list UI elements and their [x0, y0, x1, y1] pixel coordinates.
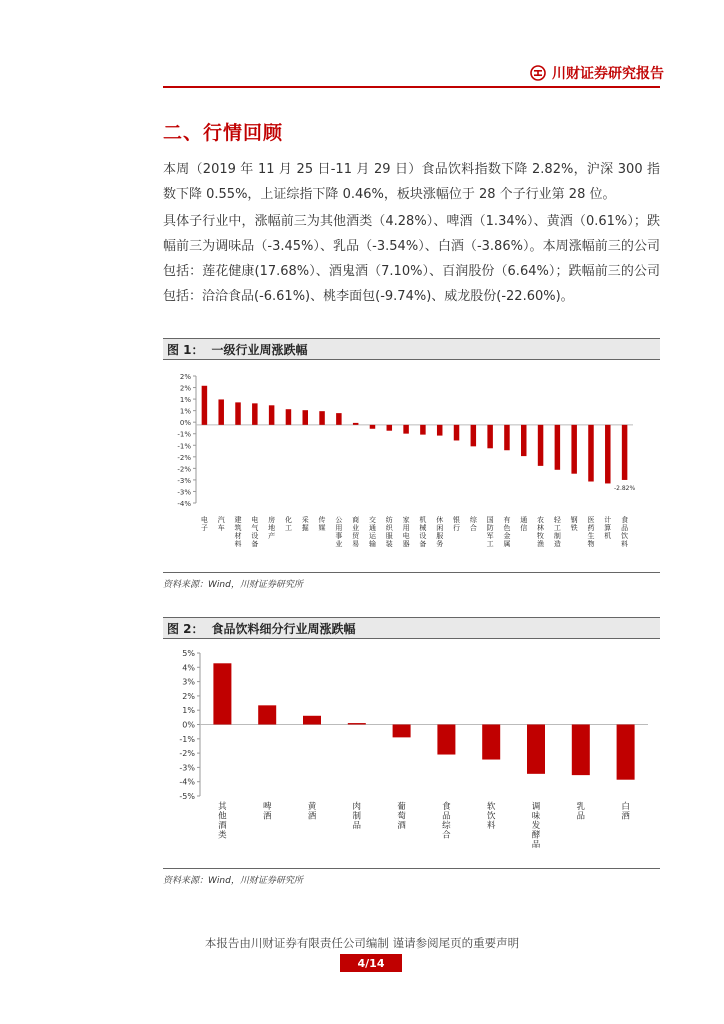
y-tick-label: -3% — [177, 476, 191, 485]
bar — [521, 425, 527, 456]
bar — [403, 425, 409, 434]
bar — [319, 411, 325, 425]
y-tick-label: -1% — [177, 442, 191, 451]
bar — [571, 425, 577, 474]
figure1-chart — [163, 366, 660, 571]
bar — [387, 425, 393, 431]
category-label: 机械设备 — [419, 516, 427, 548]
y-tick-label: -2% — [177, 465, 191, 474]
figure2-label: 图 2： — [167, 621, 204, 636]
bar — [437, 725, 455, 755]
figure2-title: 食品饮料细分行业周涨跌幅 — [211, 621, 356, 636]
category-label: 其他酒类 — [218, 802, 227, 841]
bar — [527, 725, 545, 774]
bar — [437, 425, 443, 436]
y-tick-label: 1% — [179, 396, 191, 405]
footer-disclaimer: 本报告由川财证券有限责任公司编制 谨请参阅尾页的重要声明 — [204, 936, 520, 950]
figure1-bottom-rule — [163, 572, 660, 573]
figure1-header — [163, 338, 660, 360]
y-tick-label: -4% — [177, 500, 191, 508]
data-label: -2.82% — [613, 484, 636, 492]
category-label: 公用事业 — [335, 516, 343, 548]
y-tick-label: -3% — [177, 488, 191, 497]
category-label: 电子 — [200, 516, 208, 532]
category-label: 食品综合 — [442, 802, 451, 841]
figure2-header — [163, 617, 660, 639]
bar — [269, 405, 275, 425]
category-label: 农林牧渔 — [537, 516, 545, 548]
y-tick-label: 5% — [182, 649, 195, 658]
section-title: 二、行情回顾 — [163, 122, 284, 144]
bar — [622, 425, 628, 480]
category-label: 商业贸易 — [352, 516, 360, 548]
bar — [303, 716, 321, 725]
category-label: 采掘 — [301, 516, 309, 532]
bar — [235, 402, 241, 424]
bar — [605, 425, 611, 484]
figure2-chart — [163, 643, 660, 867]
bar — [555, 425, 561, 470]
category-label: 食品饮料 — [621, 516, 629, 548]
y-tick-label: 2% — [179, 373, 191, 381]
category-label: 有色金属 — [503, 516, 511, 548]
category-label: 纺织服装 — [385, 516, 393, 548]
category-label: 葡萄酒 — [397, 802, 406, 831]
brand-logo-icon — [530, 65, 546, 81]
category-label: 黄酒 — [307, 802, 317, 822]
category-label: 软饮料 — [486, 802, 496, 831]
y-tick-label: 4% — [182, 663, 195, 673]
category-label: 房地产 — [268, 516, 276, 540]
y-tick-label: 0% — [179, 419, 191, 428]
category-label: 轻工制造 — [553, 516, 561, 548]
bar — [471, 425, 477, 446]
bar — [258, 705, 276, 724]
bar — [420, 425, 426, 435]
bar — [588, 425, 594, 482]
bar — [286, 409, 292, 425]
category-label: 银行 — [453, 516, 461, 532]
y-tick-label: -2% — [179, 749, 195, 759]
header-rule — [163, 86, 660, 88]
bar — [348, 723, 366, 724]
bar — [454, 425, 460, 441]
y-tick-label: -3% — [179, 763, 195, 773]
category-label: 休闲服务 — [436, 516, 444, 548]
figure2-source: 资料来源：Wind，川财证券研究所 — [163, 876, 303, 886]
y-tick-label: 2% — [182, 691, 195, 701]
y-tick-label: 1% — [182, 706, 195, 716]
bar — [393, 725, 411, 738]
page-number: 4/14 — [340, 954, 402, 972]
category-label: 白酒 — [621, 802, 630, 822]
bar — [487, 425, 493, 448]
category-label: 调味发酵品 — [531, 802, 541, 850]
y-tick-label: 0% — [182, 720, 195, 730]
bar — [218, 399, 224, 424]
figure1-source: 资料来源：Wind，川财证券研究所 — [163, 580, 303, 590]
category-label: 建筑材料 — [234, 516, 242, 548]
category-label: 乳品 — [576, 802, 586, 822]
brand-name: 川财证券研究报告 — [552, 66, 664, 82]
y-tick-label: 3% — [182, 677, 195, 687]
category-label: 综合 — [469, 516, 477, 532]
figure2-bottom-rule — [163, 868, 660, 869]
category-label: 家用电器 — [402, 516, 410, 548]
y-tick-label: 1% — [179, 407, 191, 416]
category-label: 计算机 — [604, 516, 612, 540]
bar — [213, 663, 231, 724]
category-label: 通信 — [520, 516, 528, 532]
bar — [482, 725, 500, 760]
category-label: 汽车 — [217, 516, 225, 532]
paragraph-detail: 具体子行业中，涨幅前三为其他酒类（4.28%）、啤酒（1.34%）、黄酒（0.61%）；跌幅前三为调味品（-3.45%）、乳品（-3.54%）、白酒（-3.86%）。本周涨幅前三的公司包括：莲花健康(17.68%）、酒鬼酒（7.10%）、百润股份（6.64%）；跌幅前三的公司包括：洽洽食品(-6.61%)、桃李面包(-9.74%)、威龙股份(-22.60%)。 — [163, 214, 660, 304]
category-label: 医药生物 — [587, 516, 595, 548]
bar — [504, 425, 510, 450]
y-tick-label: -5% — [179, 792, 195, 801]
category-label: 电气设备 — [251, 516, 259, 548]
bar — [252, 403, 257, 424]
paragraph-summary: 本周（2019 年 11 月 25 日-11 月 29 日）食品饮料指数下降 2.82%，沪深 300 指数下降 0.55%，上证综指下降 0.46%，板块涨幅位于 28 个子行业第 28 位。 — [163, 162, 660, 202]
bar — [370, 425, 376, 429]
category-label: 传媒 — [318, 516, 326, 532]
y-tick-label: -1% — [177, 430, 191, 439]
bar — [303, 410, 309, 425]
y-tick-label: -2% — [177, 453, 191, 462]
category-label: 化工 — [284, 516, 292, 532]
figure1-title: 一级行业周涨跌幅 — [211, 342, 308, 357]
bar — [617, 725, 635, 780]
category-label: 肉制品 — [352, 802, 362, 831]
bar — [336, 413, 342, 425]
bar — [538, 425, 544, 466]
figure1-label: 图 1： — [167, 342, 204, 357]
bar — [353, 423, 359, 425]
bar — [202, 386, 208, 425]
y-tick-label: -1% — [179, 734, 195, 744]
category-label: 交通运输 — [368, 516, 376, 548]
category-label: 国防军工 — [486, 516, 494, 548]
y-tick-label: -4% — [179, 777, 195, 787]
brand-header — [530, 62, 664, 84]
category-label: 啤酒 — [262, 802, 272, 822]
category-label: 钢铁 — [570, 516, 578, 532]
y-tick-label: 2% — [179, 384, 191, 393]
bar — [572, 725, 590, 776]
